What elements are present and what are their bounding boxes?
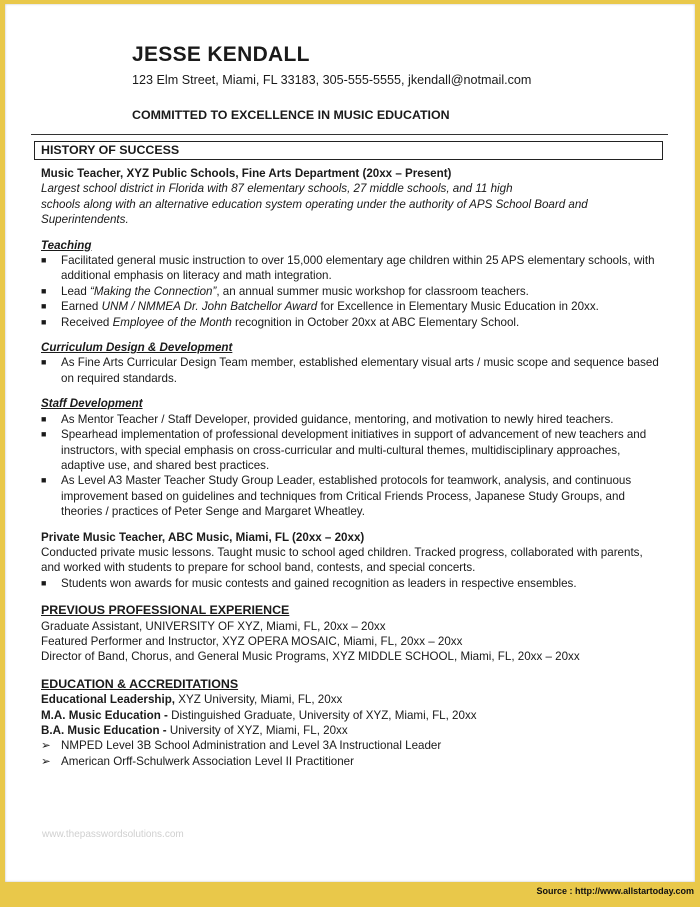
list-item: ■ Received Employee of the Month recognition in October 20xx at ABC Elementary School. bbox=[41, 315, 520, 329]
teaching-list bbox=[41, 253, 663, 330]
list-item: ■ As Level A3 Master Teacher Study Group Leader, established protocols for teamwork, analysis, and continuous improvement based on guidelines and techniques from Critical Friends Process, Japanese Study Groups, and theories / practices of Peter Senge and Margaret Wheatley. bbox=[41, 474, 632, 519]
square-bullet-icon: ■ bbox=[41, 285, 47, 296]
list-item: ■ As Fine Arts Curricular Design Team member, established elementary visual arts / music scope and sequence based on required standards. bbox=[41, 356, 659, 385]
previous-line: Featured Performer and Instructor, XYZ OPERA MOSAIC, Miami, FL, 20xx – 20xx bbox=[41, 634, 463, 648]
previous-line: Graduate Assistant, UNIVERSITY OF XYZ, Miami, FL, 20xx – 20xx bbox=[41, 619, 386, 633]
accreditation-list bbox=[41, 738, 663, 769]
arrow-bullet-icon: ➢ bbox=[41, 739, 51, 753]
list-item: ➢ American Orff-Schulwerk Association Level II Practitioner bbox=[41, 754, 354, 768]
history-section-title: HISTORY OF SUCCESS bbox=[41, 143, 180, 157]
header-divider bbox=[31, 134, 668, 135]
resume-name: JESSE KENDALL bbox=[132, 43, 310, 66]
job2-desc: Conducted private music lessons. Taught music to school aged children. Tracked progress, collaborated with parents, and worked with students to prepare for school band, contests, and special concerts. bbox=[41, 545, 643, 575]
list-item: ■ Facilitated general music instruction to over 15,000 elementary age children within 25 APS elementary schools, with additional emphasis on literacy and math integration. bbox=[41, 254, 655, 283]
curriculum-list bbox=[41, 355, 663, 386]
resume-body bbox=[41, 166, 663, 769]
education-title: EDUCATION & ACCREDITATIONS bbox=[41, 676, 239, 691]
job1-desc-2: schools along with an alternative education system operating under the authority of APS School Board and Superintendents. bbox=[41, 197, 588, 227]
square-bullet-icon: ■ bbox=[41, 429, 47, 440]
teaching-heading: Teaching bbox=[41, 238, 92, 252]
list-item: ■ Earned UNM / NMMEA Dr. John Batchellor Award for Excellence in Elementary Music Education in 20xx. bbox=[41, 300, 599, 314]
curriculum-heading: Curriculum Design & Development bbox=[41, 341, 233, 355]
education-line: Educational Leadership, XYZ University, Miami, FL, 20xx bbox=[41, 693, 343, 707]
spacer bbox=[41, 520, 663, 530]
list-item: ■ As Mentor Teacher / Staff Developer, provided guidance, mentoring, and motivation to newly hired teachers. bbox=[41, 412, 614, 426]
list-item: ■ Students won awards for music contests and gained recognition as leaders in respective ensembles. bbox=[41, 576, 577, 590]
job2-list bbox=[41, 576, 663, 591]
job1-desc-1: Largest school district in Florida with 87 elementary schools, 27 middle schools, and 11 high bbox=[41, 182, 513, 196]
job2-title: Private Music Teacher, ABC Music, Miami, FL (20xx – 20xx) bbox=[41, 530, 365, 544]
list-item: ➢ NMPED Level 3B School Administration and Level 3A Instructional Leader bbox=[41, 739, 442, 753]
list-item: ■ Lead “Making the Connection”, an annual summer music workshop for classroom teachers. bbox=[41, 284, 529, 298]
watermark: www.thepasswordsolutions.com bbox=[42, 829, 184, 840]
contact-info: 123 Elm Street, Miami, FL 33183, 305-555-5555, jkendall@notmail.com bbox=[132, 73, 532, 87]
source-credit: Source : http://www.allstartoday.com bbox=[536, 886, 694, 896]
square-bullet-icon: ■ bbox=[41, 475, 47, 486]
square-bullet-icon: ■ bbox=[41, 577, 47, 588]
staff-heading: Staff Development bbox=[41, 397, 143, 411]
square-bullet-icon: ■ bbox=[41, 316, 47, 327]
previous-line: Director of Band, Chorus, and General Music Programs, XYZ MIDDLE SCHOOL, Miami, FL, 20xx – 20xx bbox=[41, 650, 580, 664]
previous-experience-title: PREVIOUS PROFESSIONAL EXPERIENCE bbox=[41, 603, 290, 618]
list-item: ■ Spearhead implementation of professional development initiatives in support of advancement of new teachers and instructors, with special emphasis on cross-curricular and multi-cultural themes, multidisciplinary approaches, adaptive use, and shared best practices. bbox=[41, 428, 647, 472]
education-line: M.A. Music Education - Distinguished Graduate, University of XYZ, Miami, FL, 20xx bbox=[41, 708, 477, 722]
job1-title: Music Teacher, XYZ Public Schools, Fine Arts Department (20xx – Present) bbox=[41, 167, 452, 180]
arrow-bullet-icon: ➢ bbox=[41, 754, 51, 768]
square-bullet-icon: ■ bbox=[41, 301, 47, 312]
square-bullet-icon: ■ bbox=[41, 413, 47, 424]
square-bullet-icon: ■ bbox=[41, 255, 47, 266]
square-bullet-icon: ■ bbox=[41, 357, 47, 368]
staff-list bbox=[41, 412, 663, 520]
education-line: B.A. Music Education - University of XYZ, Miami, FL, 20xx bbox=[41, 724, 348, 737]
tagline: COMMITTED TO EXCELLENCE IN MUSIC EDUCATION bbox=[132, 108, 450, 122]
